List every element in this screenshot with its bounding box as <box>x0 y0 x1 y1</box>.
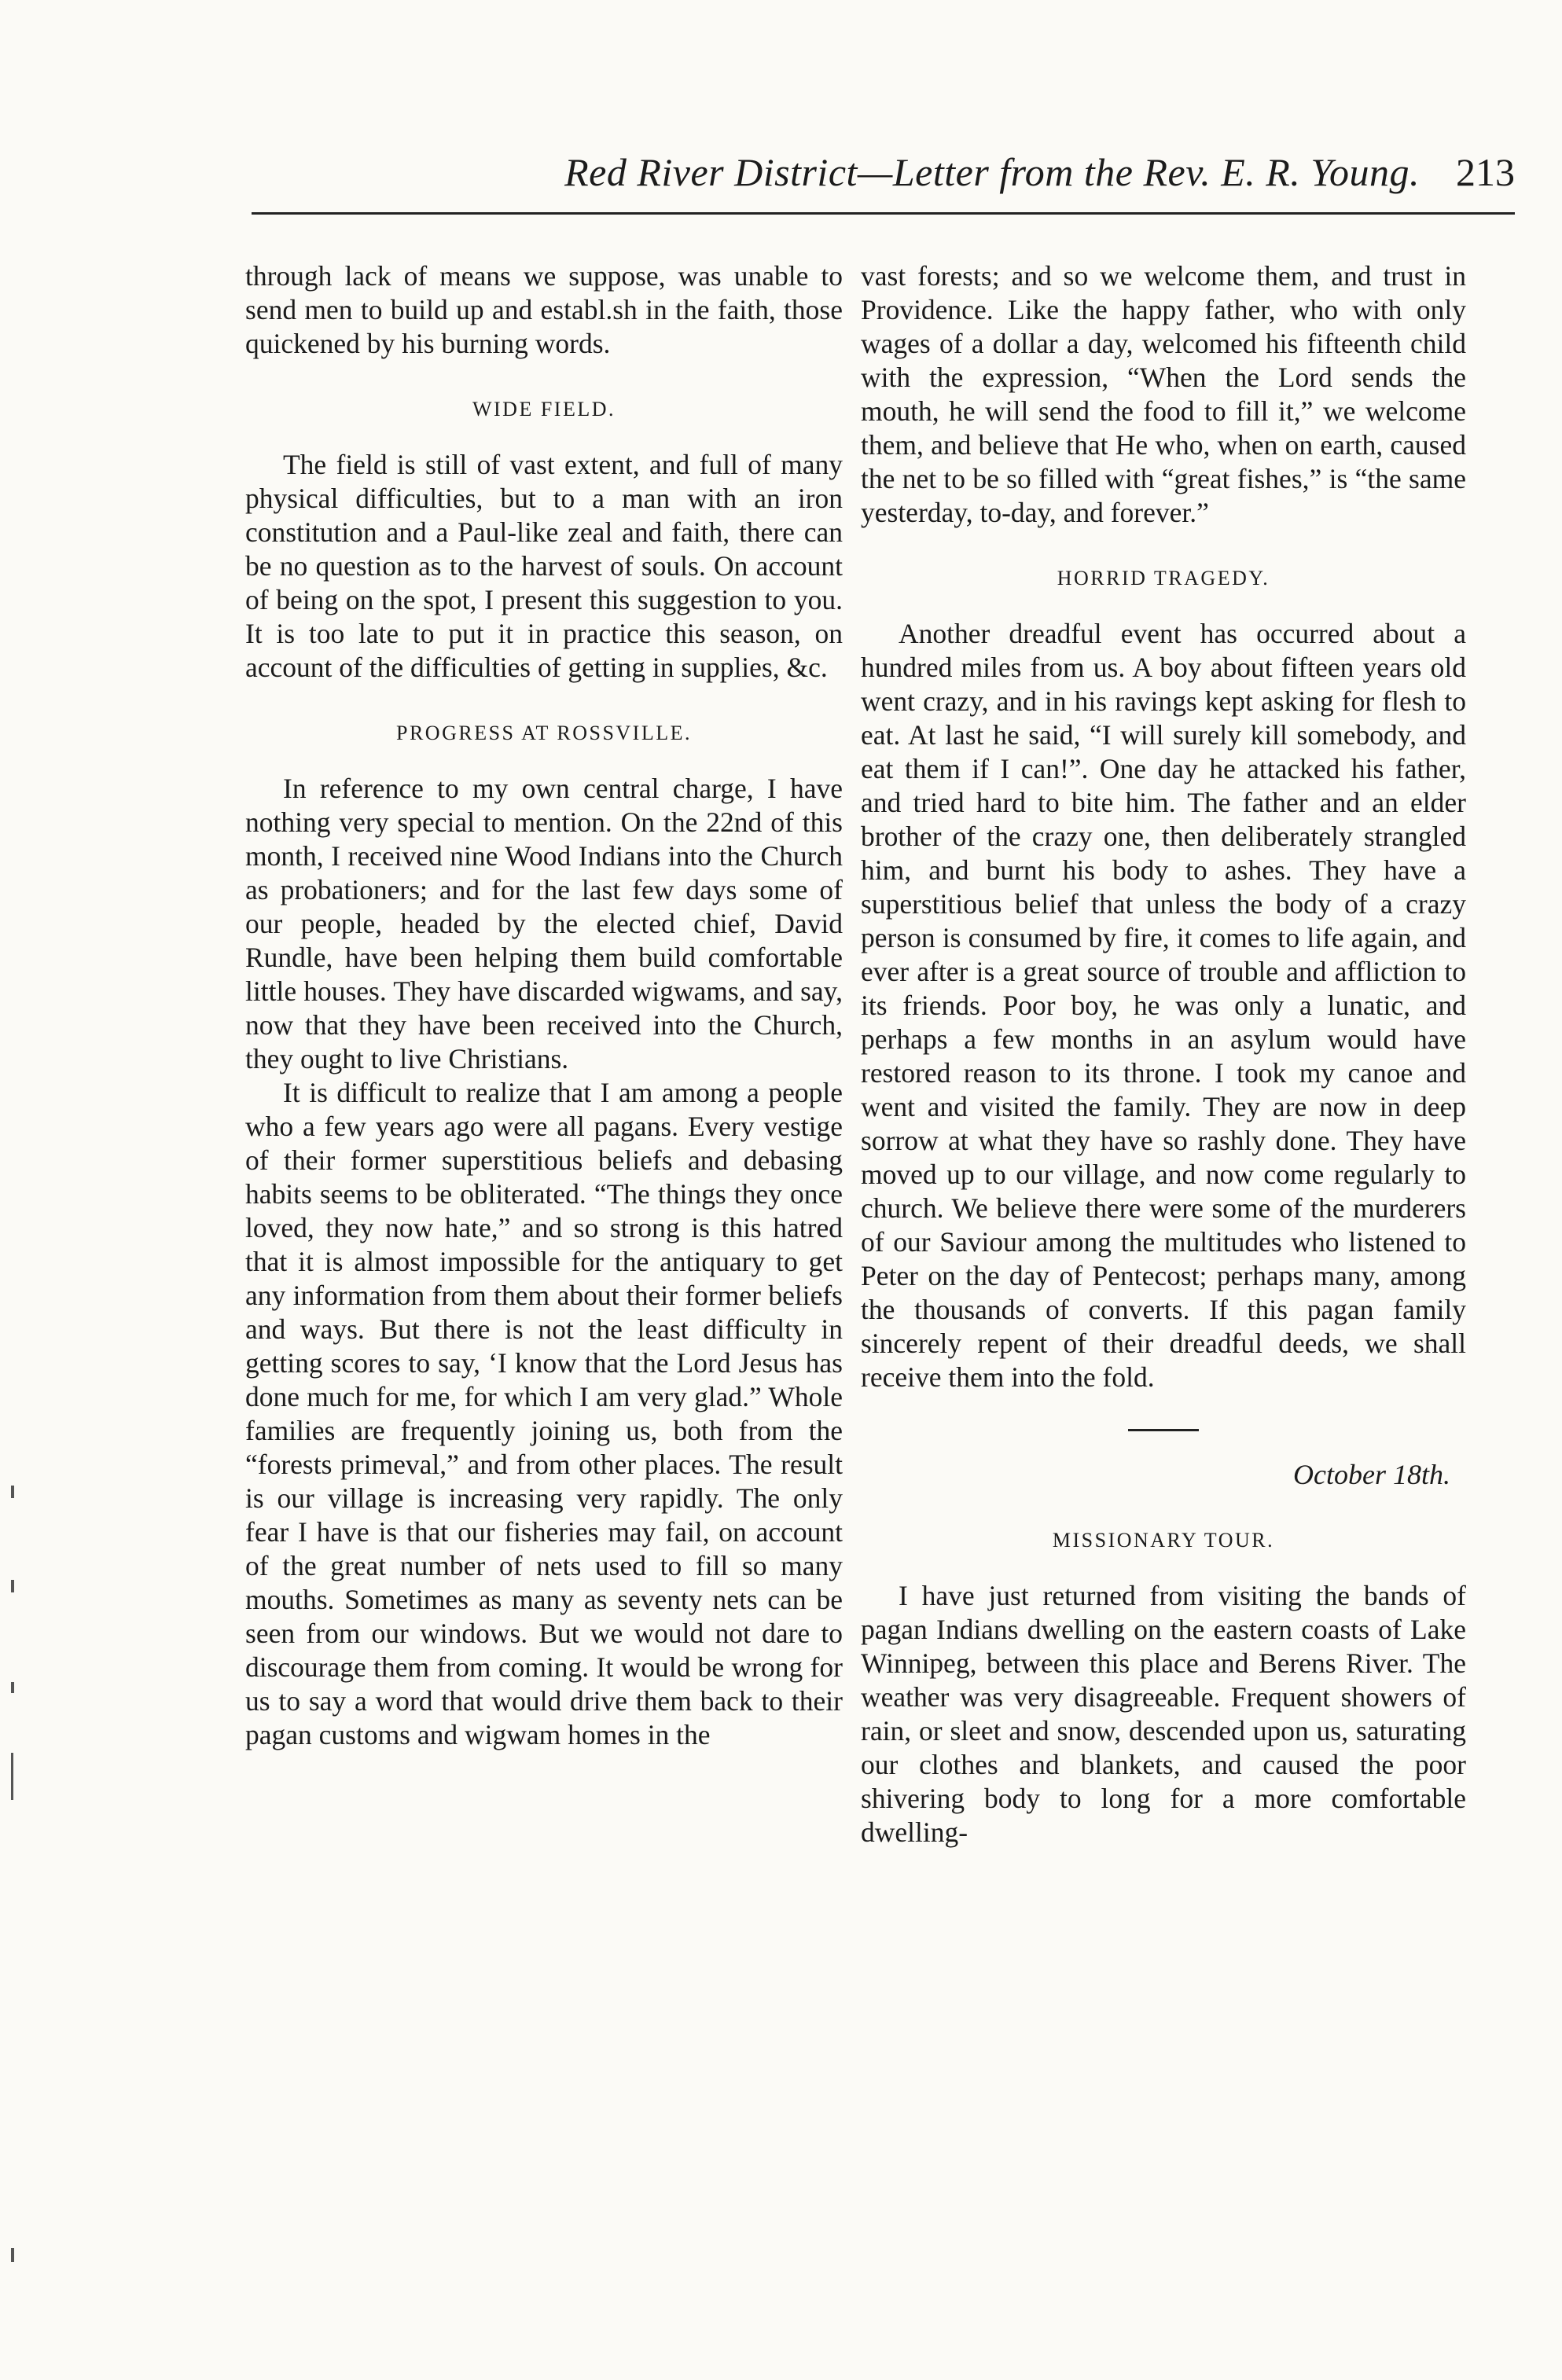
paragraph: The field is still of vast extent, and full of many physical difficulties, but to a man with an iron constitution and a Paul-like zeal and faith, there can be no question as to the harvest of souls. On account of being on the spot, I present this suggestion to you. It is too late to put it in practice this season, on account of the difficulties of getting in supplies, &c. <box>245 449 843 683</box>
margin-mark <box>11 1580 14 1592</box>
paragraph: Another dreadful event has occurred about a hundred miles from us. A boy about fifteen years old went crazy, and in his ravings kept asking for flesh to eat. At last he said, “I will surely kill somebody, and eat them if I can!”. One day he attacked his father, and tried hard to bite him. The father and an elder brother of the crazy one, then deliberately strangled him, and burnt his body to ashes. They have a superstitious belief that unless the body of a crazy person is consumed by fire, it comes to life again, and ever after is a great source of trouble and affliction to its friends. Poor boy, he was only a lunatic, and perhaps a few months in an asylum would have restored reason to its throne. I took my canoe and went and visited the family. They are now in deep sorrow at what they have so rashly done. They have moved up to our village, and now come regularly to church. We believe there were some of the murderers of our Saviour among the multitudes who listened to Peter on the day of Pentecost; perhaps many, among the thousands of converts. If this pagan family sincerely repent of their dreadful deeds, we shall receive them into the fold. <box>861 618 1466 1393</box>
left-column <box>245 259 843 1752</box>
section-heading-wide-field: WIDE FIELD. <box>472 398 616 421</box>
paragraph: vast forests; and so we welcome them, and trust in Providence. Like the happy father, who with only wages of a dollar a day, welcomed his fifteenth child with the expression, “When the Lord sends the mouth, he will send the food to fill it,” we welcome them, and believe that He who, when on earth, caused the net to be so filled with “great fishes,” is “the same yesterday, to-day, and forever.” <box>861 260 1466 528</box>
header-rule <box>252 212 1515 215</box>
paragraph: It is difficult to realize that I am among a people who a few years ago were all pagans. Every vestige of their former superstitious beliefs and debasing habits seems to be obliterated. “The things they once loved, they now hate,” and so strong is this hatred that it is almost impossible for the antiquary to get any information from them about their former beliefs and ways. But there is not the least difficulty in getting scores to say, ‘I know that the Lord Jesus has done much for me, for which I am very glad.” Whole families are frequently joining us, both from the “forests primeval,” and from other places. The result is our village is increasing very rapidly. The only fear I have is that our fisheries may fail, on account of the great number of nets used to fill so many mouths. Sometimes as many as seventy nets can be seen from our windows. But we would not dare to discourage them from coming. It would be wrong for us to say a word that would drive them back to their pagan customs and wigwam homes in the <box>245 1077 843 1750</box>
margin-mark <box>11 1753 13 1800</box>
margin-mark <box>11 1682 14 1693</box>
paragraph: In reference to my own central charge, I have nothing very special to mention. On the 22nd of this month, I received nine Wood Indians into the Church as probationers; and for the last few days some of our people, headed by the elected chief, David Rundle, have been helping them build comfortable little houses. They have discarded wigwams, and say, now that they have been received into the Church, they ought to live Christians. <box>245 773 843 1074</box>
paragraph: through lack of means we suppose, was unable to send men to build up and establ.sh in the faith, those quickened by his burning words. <box>245 260 843 359</box>
running-header <box>252 149 1515 204</box>
section-heading-progress: PROGRESS AT ROSSVILLE. <box>396 722 692 744</box>
margin-mark <box>11 1486 14 1498</box>
paragraph: I have just returned from visiting the bands of pagan Indians dwelling on the eastern coasts of Lake Winnipeg, between this place and Berens River. The weather was very disagreeable. Frequent showers of rain, or sleet and snow, descended upon us, saturating our clothes and blankets, and caused the poor shivering body to long for a more comfortable dwelling- <box>861 1580 1466 1848</box>
page-number: 213 <box>1456 150 1515 194</box>
section-heading-horrid-tragedy: HORRID TRAGEDY. <box>1057 567 1270 589</box>
section-heading-missionary-tour: MISSIONARY TOUR. <box>1052 1529 1275 1552</box>
dateline: October 18th. <box>1293 1459 1450 1490</box>
right-column <box>861 259 1466 1849</box>
section-divider <box>1128 1429 1199 1431</box>
running-title: Red River District—Letter from the Rev. E. R. Young. <box>564 150 1420 194</box>
margin-mark <box>11 2248 14 2262</box>
